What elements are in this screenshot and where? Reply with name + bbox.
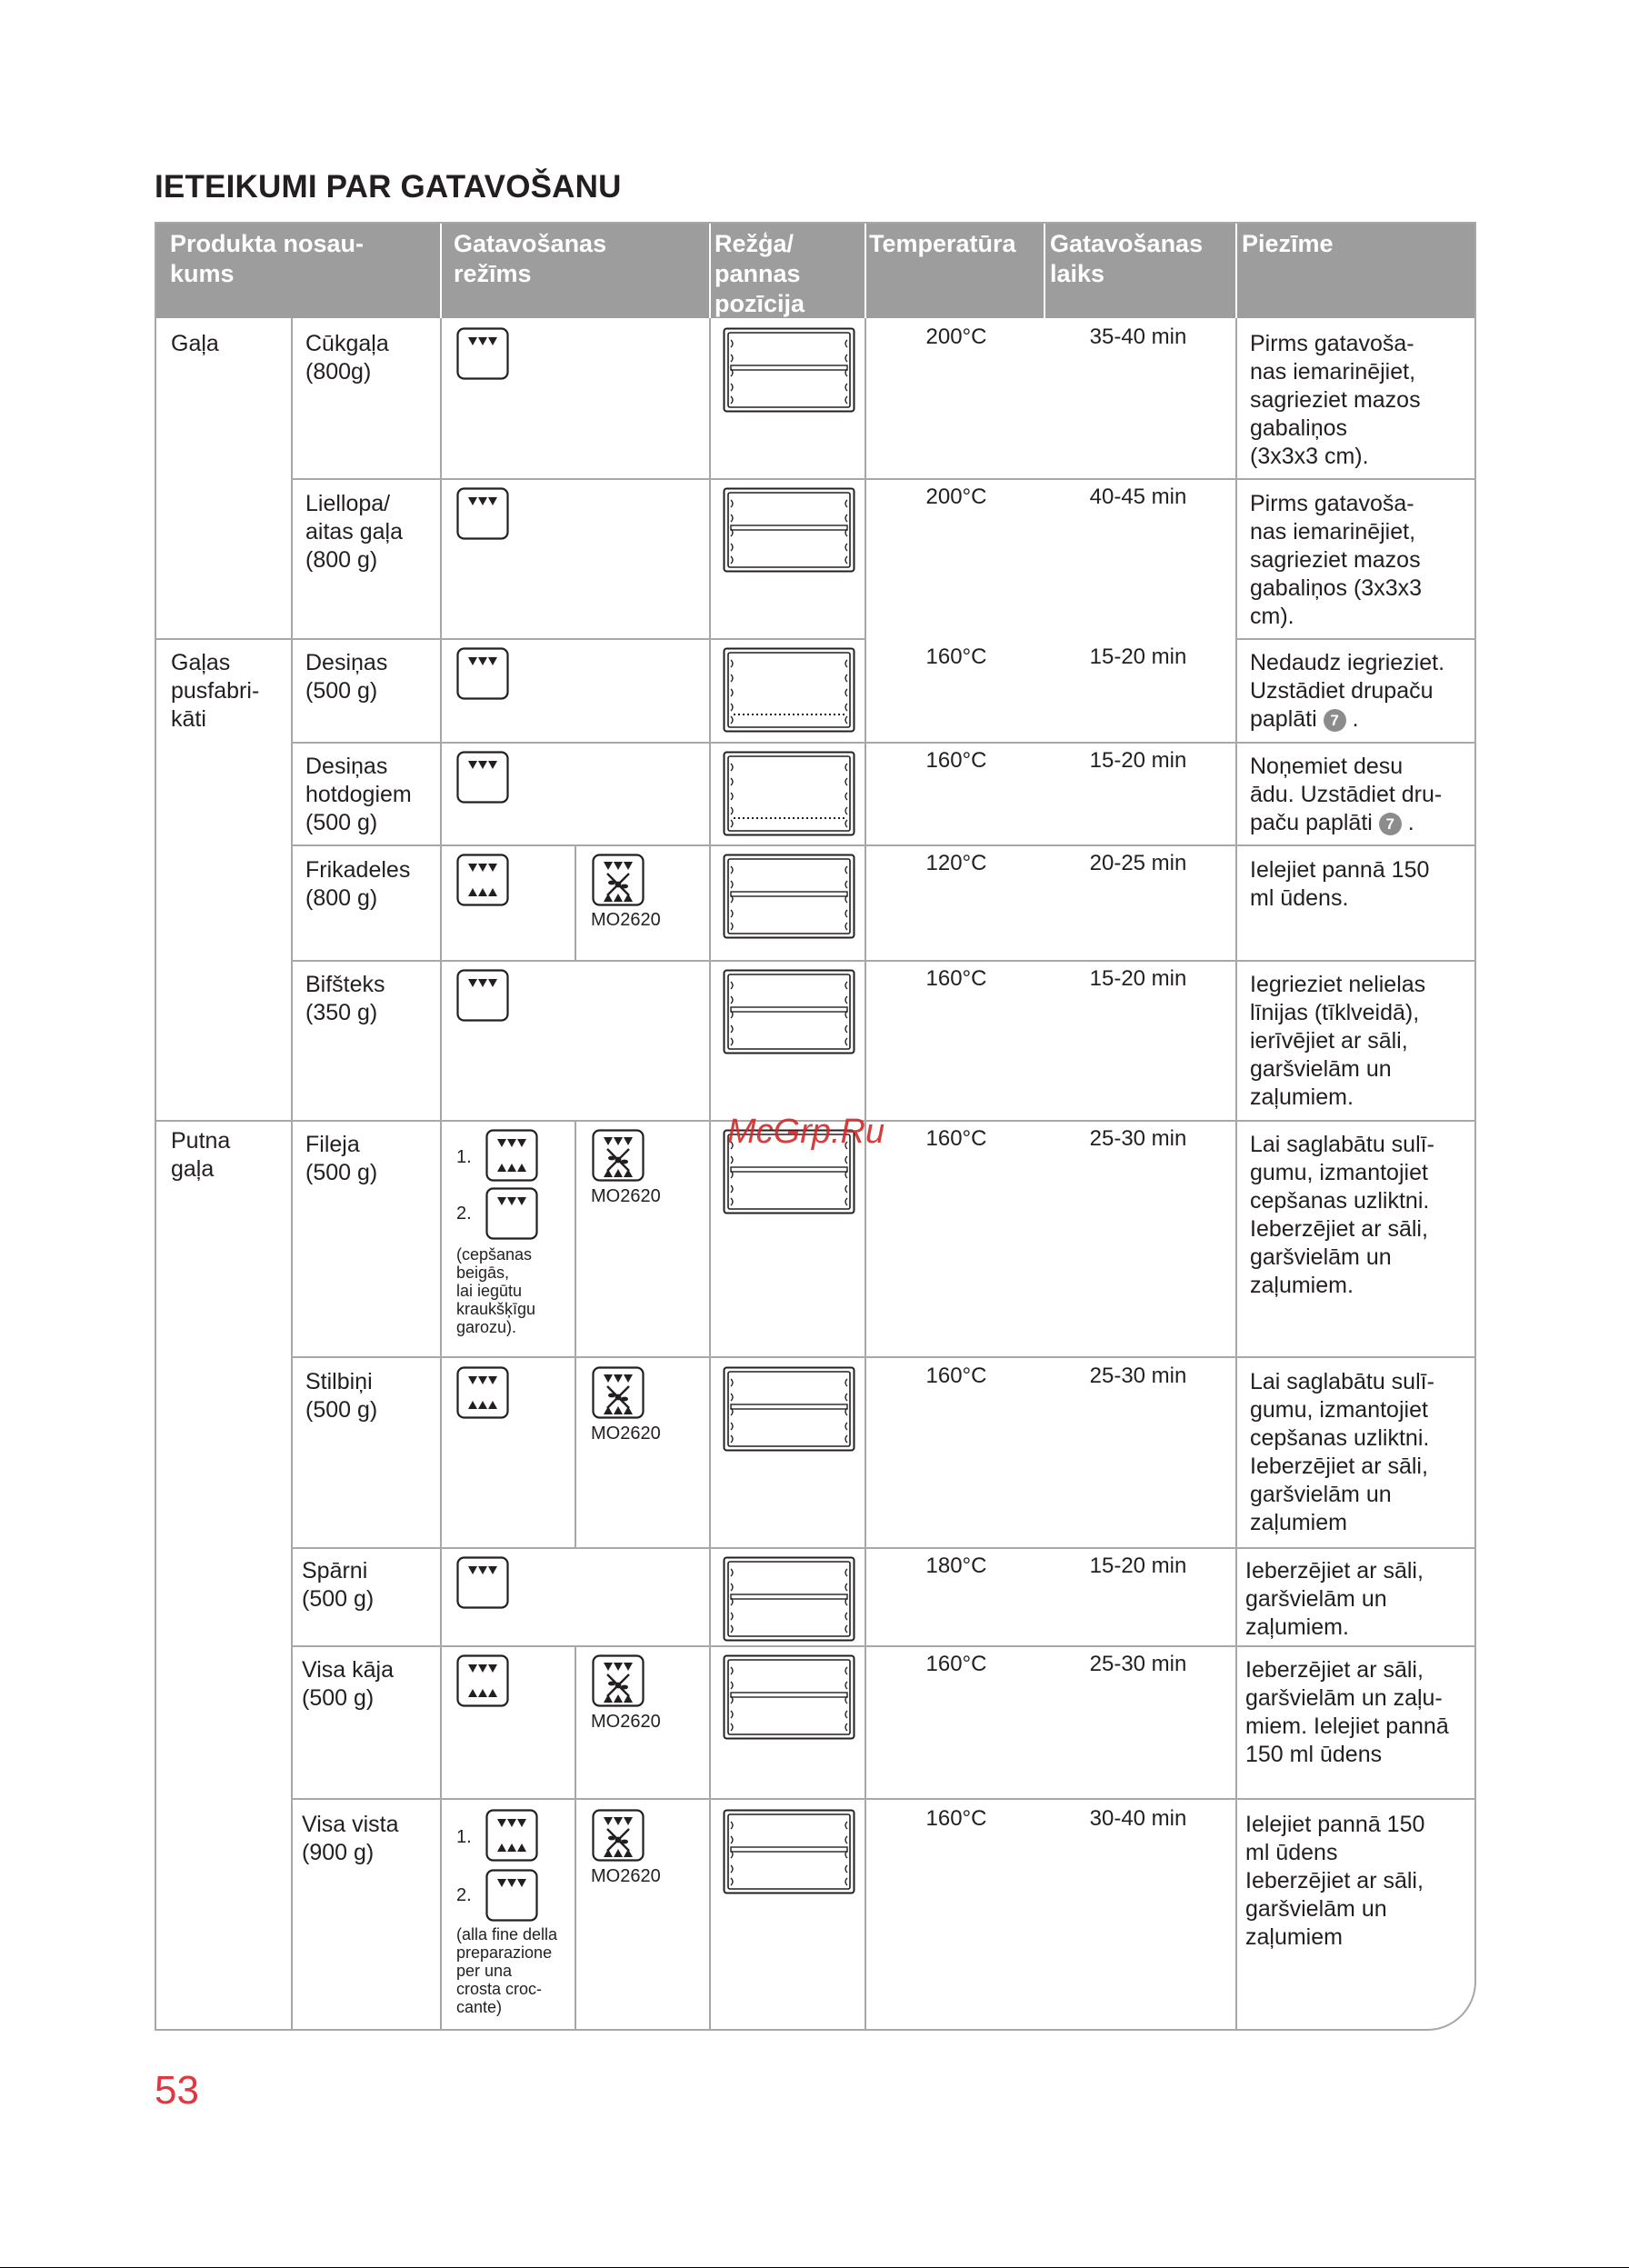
temperature-value: 120°C <box>925 851 987 875</box>
product-name: Cūkgaļa (800g) <box>305 331 389 385</box>
rack-position-icon <box>723 1366 855 1452</box>
top-bottom-heat-icon <box>485 1809 538 1862</box>
temperature-value: 160°C <box>925 1126 987 1151</box>
time-value: 25-30 min <box>1089 1364 1187 1388</box>
rack-position-icon <box>723 327 855 413</box>
note-text: Pirms gatavoša- nas iemarinējiet, sagrieziet mazos gabaliņos (3x3x3 cm). <box>1250 331 1421 469</box>
top-bottom-heat-icon <box>485 1129 538 1182</box>
time-value: 30-40 min <box>1089 1806 1187 1831</box>
note-text: Ielejiet pannā 150 ml ūdens. <box>1250 857 1430 911</box>
temperature-value: 160°C <box>925 748 987 773</box>
temperature-value: 160°C <box>925 1806 987 1831</box>
time-value: 20-25 min <box>1089 851 1187 875</box>
header-product: Produkta nosau- kums <box>170 230 365 287</box>
fan-grill-icon <box>592 1129 645 1182</box>
watermark: McGrp.Ru <box>727 1113 885 1151</box>
note-text: Iegrieziet nelielas līnijas (tīklveidā), ierīvējiet ar sāli, garšvielām un zaļumiem. <box>1250 972 1426 1110</box>
top-heat-icon <box>456 969 509 1022</box>
product-name: Visa vista (900 g) <box>302 1812 399 1865</box>
fan-grill-icon <box>592 1366 645 1419</box>
step-number: 2. <box>456 1885 472 1905</box>
note-text: Ieberzējiet ar sāli, garšvielām un zaļumiem. <box>1245 1558 1424 1640</box>
category-meat: Gaļa <box>171 331 219 356</box>
product-name: Desiņas (500 g) <box>305 650 388 704</box>
temperature-value: 200°C <box>925 325 987 349</box>
product-name: Liellopa/ aitas gaļa (800 g) <box>305 491 404 573</box>
step-note: (cepšanas beigās, lai iegūtu kraukšķīgu garozu). <box>456 1245 536 1336</box>
category-meat-semi-products: Gaļas pusfabri- kāti <box>171 650 260 732</box>
top-heat-icon <box>456 487 509 540</box>
note-text: Nedaudz iegrieziet. Uzstādiet drupaču paplāti 7 . <box>1250 650 1445 732</box>
top-heat-icon <box>456 751 509 804</box>
rack-position-icon <box>723 969 855 1054</box>
header-rack: Režģa/ pannas pozīcija <box>715 230 805 317</box>
time-value: 15-20 min <box>1089 748 1187 773</box>
temperature-value: 160°C <box>925 644 987 669</box>
reference-number-icon: 7 <box>1324 709 1346 732</box>
top-bottom-heat-icon <box>456 854 509 906</box>
temperature-value: 160°C <box>925 1364 987 1388</box>
header-time: Gatavošanas laiks <box>1050 230 1204 287</box>
top-heat-icon <box>456 327 509 380</box>
time-value: 35-40 min <box>1089 325 1187 349</box>
time-value: 15-20 min <box>1089 1554 1187 1578</box>
model-label: MO2620 <box>591 1186 661 1206</box>
rack-position-icon <box>723 487 855 573</box>
step-note: (alla fine della preparazione per una crosta croc- cante) <box>456 1925 558 2016</box>
rack-position-icon <box>723 1809 855 1894</box>
temperature-value: 160°C <box>925 1652 987 1676</box>
product-name: Frikadeles (800 g) <box>305 857 411 911</box>
fan-grill-icon <box>592 854 645 906</box>
top-heat-icon <box>485 1869 538 1922</box>
product-name: Stilbiņi (500 g) <box>305 1369 378 1423</box>
rack-position-icon <box>723 1556 855 1642</box>
header-mode: Gatavošanas režīms <box>454 230 607 287</box>
top-heat-icon <box>456 647 509 700</box>
category-poultry: Putna gaļa <box>171 1128 231 1182</box>
page-number: 53 <box>155 2068 199 2113</box>
product-name: Bifšteks (350 g) <box>305 972 385 1025</box>
header-temp: Temperatūra <box>869 230 1016 257</box>
note-text: Lai saglabātu sulī- gumu, izmantojiet cepšanas uzliktni. Ieberzējiet ar sāli, garšvielām un zaļumiem. <box>1250 1132 1434 1298</box>
time-value: 25-30 min <box>1089 1652 1187 1676</box>
time-value: 40-45 min <box>1089 485 1187 509</box>
rack-position-icon <box>723 854 855 939</box>
fan-grill-icon <box>592 1809 645 1862</box>
rack-position-icon <box>723 751 855 836</box>
time-value: 15-20 min <box>1089 644 1187 669</box>
time-value: 25-30 min <box>1089 1126 1187 1151</box>
temperature-value: 160°C <box>925 966 987 991</box>
top-heat-icon <box>485 1187 538 1240</box>
note-text: Lai saglabātu sulī- gumu, izmantojiet cepšanas uzliktni. Ieberzējiet ar sāli, garšvielām un zaļumiem <box>1250 1369 1434 1535</box>
top-bottom-heat-icon <box>456 1654 509 1707</box>
step-number: 2. <box>456 1204 472 1224</box>
note-text: Noņemiet desu ādu. Uzstādiet dru- paču paplāti 7 . <box>1250 754 1443 835</box>
header-note: Piezīme <box>1242 230 1334 257</box>
product-name: Fileja (500 g) <box>305 1132 378 1185</box>
note-text: Pirms gatavoša- nas iemarinējiet, sagrieziet mazos gabaliņos (3x3x3 cm). <box>1250 491 1423 629</box>
product-name: Desiņas hotdogiem (500 g) <box>305 754 412 835</box>
model-label: MO2620 <box>591 1712 661 1732</box>
step-number: 1. <box>456 1827 472 1847</box>
model-label: MO2620 <box>591 1424 661 1444</box>
note-text: Ielejiet pannā 150 ml ūdens Ieberzējiet ar sāli, garšvielām un zaļumiem <box>1245 1812 1425 1950</box>
top-bottom-heat-icon <box>456 1366 509 1419</box>
product-name: Spārni (500 g) <box>302 1558 375 1612</box>
reference-number-icon: 7 <box>1379 813 1402 835</box>
product-name: Visa kāja (500 g) <box>302 1657 394 1711</box>
temperature-value: 180°C <box>925 1554 987 1578</box>
fan-grill-icon <box>592 1654 645 1707</box>
rack-position-icon <box>723 1654 855 1740</box>
table-header <box>156 224 1474 318</box>
step-number: 1. <box>456 1147 472 1167</box>
note-text: Ieberzējiet ar sāli, garšvielām un zaļu- miem. Ielejiet pannā 150 ml ūdens <box>1245 1657 1449 1767</box>
temperature-value: 200°C <box>925 485 987 509</box>
model-label: MO2620 <box>591 910 661 930</box>
top-heat-icon <box>456 1556 509 1609</box>
rack-position-icon <box>723 647 855 733</box>
page-title: IETEIKUMI PAR GATAVOŠANU <box>155 169 622 205</box>
time-value: 15-20 min <box>1089 966 1187 991</box>
model-label: MO2620 <box>591 1866 661 1886</box>
